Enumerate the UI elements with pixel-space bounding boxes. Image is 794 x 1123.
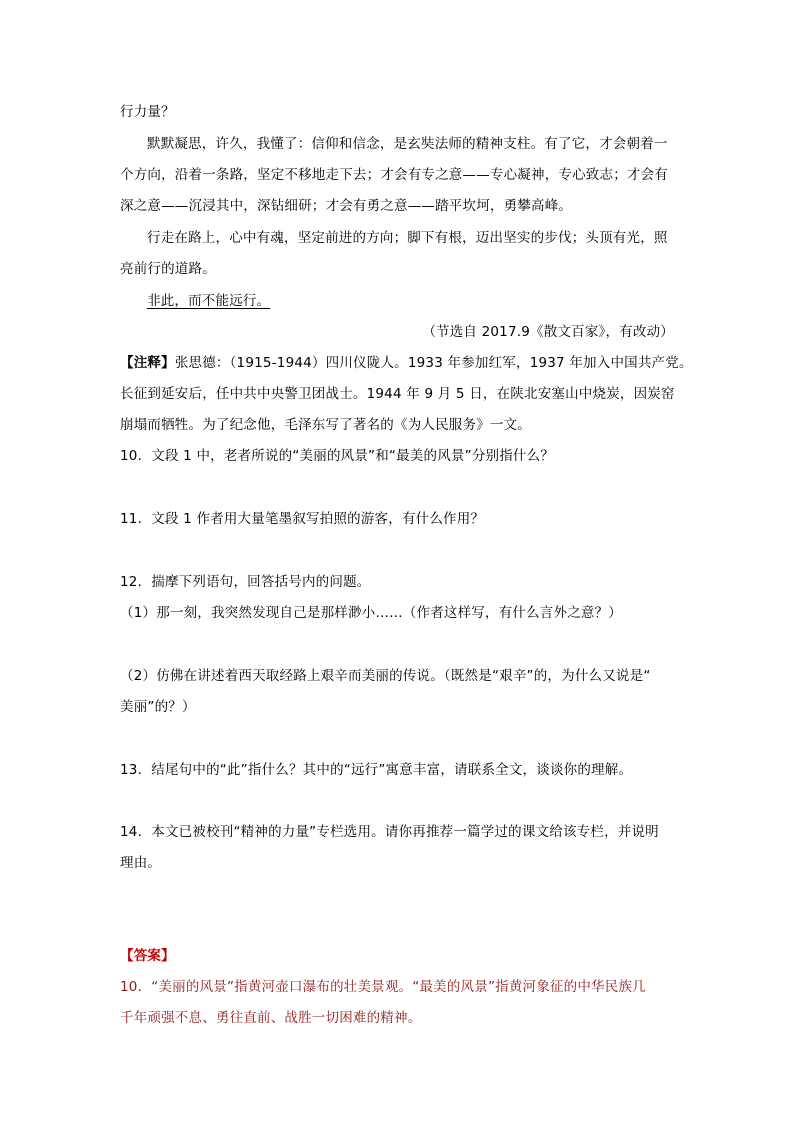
passage-line: 亮前行的道路。 <box>120 261 216 277</box>
note-label: 【注释】 <box>120 355 175 371</box>
question-12-2-cont: 美丽”的？） <box>120 699 196 715</box>
answer-10: 10．“美丽的风景”指黄河壶口瀑布的壮美景观。“最美的风景”指黄河象征的中华民族几 <box>120 979 646 995</box>
question-12-1: （1）那一刻，我突然发现自己是那样渺小……（作者这样写，有什么言外之意？） <box>120 605 622 621</box>
question-14: 14．本文已被校刊“精神的力量”专栏选用。请你再推荐一篇学过的课文给该专栏，并说明 <box>120 824 659 840</box>
question-13: 13．结尾句中的“此”指什么？其中的“远行”寓意丰富，请联系全文，谈谈你的理解。 <box>120 762 633 778</box>
answer-10-cont: 千年顽强不息、勇往直前、战胜一切困难的精神。 <box>120 1010 422 1026</box>
source-citation: （节选自 2017.9《散文百家》，有改动） <box>422 324 674 340</box>
passage-line: 默默凝思，许久，我懂了：信仰和信念，是玄奘法师的精神支柱。有了它，才会朝着一 <box>147 136 668 152</box>
question-11: 11．文段 1 作者用大量笔墨叙写拍照的游客，有什么作用？ <box>120 511 485 527</box>
note-line <box>120 353 693 373</box>
passage-line: 行力量？ <box>120 104 175 120</box>
passage-line: 个方向，沿着一条路，坚定不移地走下去；才会有专之意——专心凝神，专心致志；才会有 <box>120 167 668 183</box>
question-12: 12．揣摩下列语句，回答括号内的问题。 <box>120 574 371 590</box>
note-line: 长征到延安后，任中共中央警卫团战士。1944 年 9 月 5 日，在陕北安塞山中烧炭，因炭窑 <box>120 386 675 402</box>
passage-line: 深之意——沉浸其中，深钻细研；才会有勇之意——踏平坎坷，勇攀高峰。 <box>120 198 573 214</box>
answer-label: 【答案】 <box>120 948 175 964</box>
question-12-2: （2）仿佛在讲述着西天取经路上艰辛而美丽的传说。（既然是“艰辛”的，为什么又说是“ <box>120 668 651 684</box>
note-line: 崩塌而牺牲。为了纪念他，毛泽东写了著名的《为人民服务》一文。 <box>120 417 531 433</box>
note-text: 张思德：（1915-1944）四川仪陇人。1933 年参加红军，1937 年加入中国共产党。 <box>174 355 693 371</box>
question-14-cont: 理由。 <box>120 855 162 871</box>
passage-line: 行走在路上，心中有魂，坚定前进的方向；脚下有根，迈出坚实的步伐；头顶有光，照 <box>147 230 668 246</box>
question-10: 10．文段 1 中，老者所说的“美丽的风景”和“最美的风景”分别指什么？ <box>120 448 555 464</box>
passage-closing-line: 非此，而不能远行。 <box>147 293 271 309</box>
